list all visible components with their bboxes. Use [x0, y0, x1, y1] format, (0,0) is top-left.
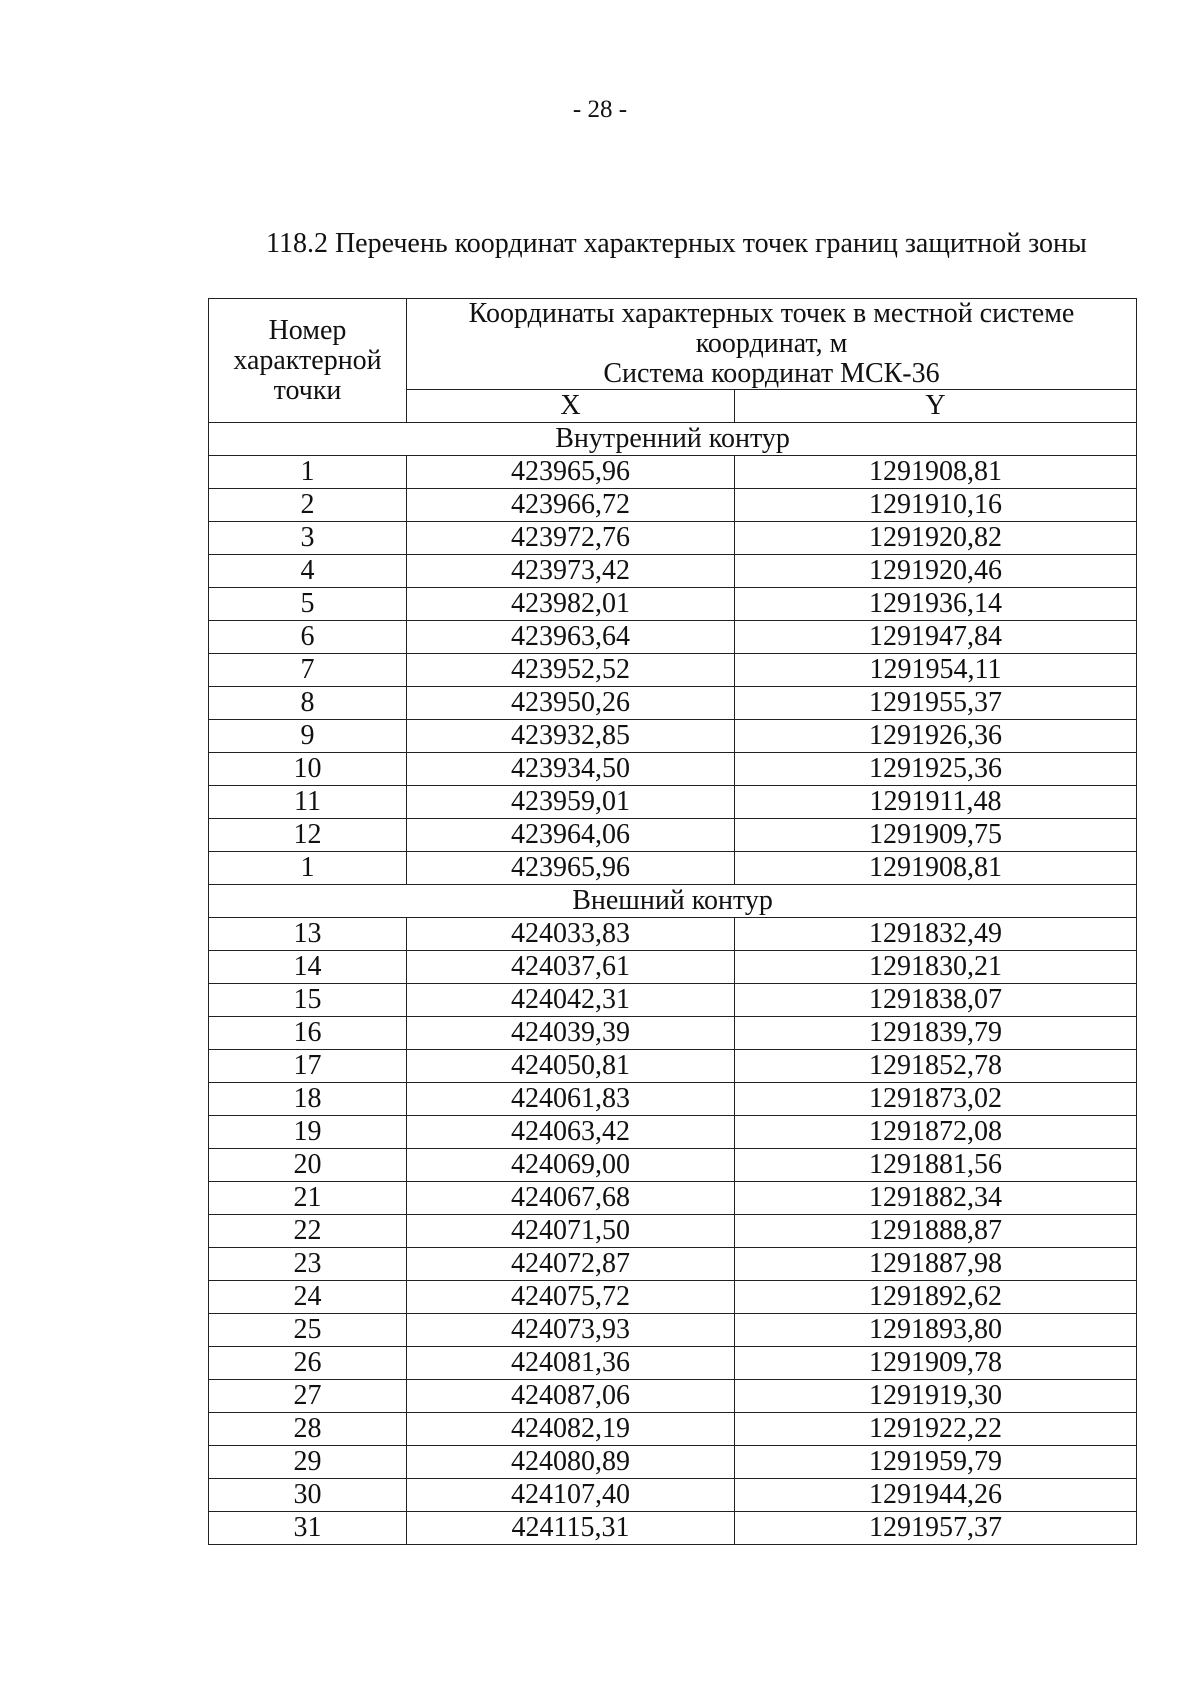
y-coordinate-cell: 1291909,75 [735, 819, 1137, 852]
point-number-cell: 8 [209, 687, 407, 720]
x-coordinate-cell: 423952,52 [407, 654, 735, 687]
x-coordinate-cell: 423973,42 [407, 555, 735, 588]
table-row [209, 1050, 1137, 1083]
x-coordinate-cell: 424033,83 [407, 918, 735, 951]
x-coordinate-cell: 424075,72 [407, 1281, 735, 1314]
point-number-cell: 21 [209, 1182, 407, 1215]
point-number-cell: 28 [209, 1413, 407, 1446]
table-row [209, 1281, 1137, 1314]
table-row [209, 1347, 1137, 1380]
x-coordinate-cell: 424073,93 [407, 1314, 735, 1347]
x-coordinate-cell: 423950,26 [407, 687, 735, 720]
y-coordinate-cell: 1291908,81 [735, 852, 1137, 885]
x-coordinate-cell: 423934,50 [407, 753, 735, 786]
table-row [209, 1182, 1137, 1215]
y-coordinate-cell: 1291920,82 [735, 522, 1137, 555]
y-coordinate-cell: 1291922,22 [735, 1413, 1137, 1446]
point-number-cell: 29 [209, 1446, 407, 1479]
table-row [209, 1380, 1137, 1413]
table-row [209, 522, 1137, 555]
table-row [209, 984, 1137, 1017]
x-coordinate-cell: 423965,96 [407, 852, 735, 885]
section-row [209, 423, 1137, 456]
point-number-cell: 12 [209, 819, 407, 852]
y-coordinate-cell: 1291838,07 [735, 984, 1137, 1017]
coordinates-table [208, 298, 1137, 1545]
x-coordinate-cell: 424081,36 [407, 1347, 735, 1380]
document-title: 118.2 Перечень координат характерных точек границ защитной зоны [266, 228, 1087, 259]
table-row [209, 1149, 1137, 1182]
table-row [209, 786, 1137, 819]
table-row [209, 687, 1137, 720]
point-number-cell: 17 [209, 1050, 407, 1083]
x-coordinate-cell: 424039,39 [407, 1017, 735, 1050]
x-coordinate-cell: 424087,06 [407, 1380, 735, 1413]
section-title: Внутренний контур [209, 423, 1137, 456]
y-coordinate-cell: 1291920,46 [735, 555, 1137, 588]
table-row [209, 852, 1137, 885]
x-coordinate-cell: 423965,96 [407, 456, 735, 489]
y-coordinate-cell: 1291887,98 [735, 1248, 1137, 1281]
y-coordinate-cell: 1291839,79 [735, 1017, 1137, 1050]
y-coordinate-cell: 1291888,87 [735, 1215, 1137, 1248]
table-row [209, 918, 1137, 951]
y-coordinate-cell: 1291872,08 [735, 1116, 1137, 1149]
table-row [209, 1215, 1137, 1248]
table-row [209, 489, 1137, 522]
point-number-cell: 27 [209, 1380, 407, 1413]
y-coordinate-cell: 1291955,37 [735, 687, 1137, 720]
section-title: Внешний контур [209, 885, 1137, 918]
y-coordinate-cell: 1291936,14 [735, 588, 1137, 621]
point-number-cell: 25 [209, 1314, 407, 1347]
y-coordinate-cell: 1291882,34 [735, 1182, 1137, 1215]
table-row [209, 1017, 1137, 1050]
table-row [209, 1413, 1137, 1446]
table-row [209, 1248, 1137, 1281]
header-y: Y [735, 390, 1137, 423]
y-coordinate-cell: 1291832,49 [735, 918, 1137, 951]
table-row [209, 1446, 1137, 1479]
table-row [209, 456, 1137, 489]
x-coordinate-cell: 424061,83 [407, 1083, 735, 1116]
point-number-cell: 9 [209, 720, 407, 753]
x-coordinate-cell: 424107,40 [407, 1479, 735, 1512]
point-number-cell: 1 [209, 456, 407, 489]
table-row [209, 951, 1137, 984]
table-body [209, 423, 1137, 1545]
table-row [209, 819, 1137, 852]
point-number-cell: 22 [209, 1215, 407, 1248]
table-row [209, 1512, 1137, 1545]
x-coordinate-cell: 423959,01 [407, 786, 735, 819]
table-row [209, 555, 1137, 588]
x-coordinate-cell: 423932,85 [407, 720, 735, 753]
y-coordinate-cell: 1291881,56 [735, 1149, 1137, 1182]
y-coordinate-cell: 1291830,21 [735, 951, 1137, 984]
table-row [209, 753, 1137, 786]
page-number: - 28 - [572, 96, 628, 123]
x-coordinate-cell: 424069,00 [407, 1149, 735, 1182]
point-number-cell: 16 [209, 1017, 407, 1050]
point-number-cell: 24 [209, 1281, 407, 1314]
point-number-cell: 30 [209, 1479, 407, 1512]
point-number-cell: 19 [209, 1116, 407, 1149]
x-coordinate-cell: 424063,42 [407, 1116, 735, 1149]
y-coordinate-cell: 1291957,37 [735, 1512, 1137, 1545]
y-coordinate-cell: 1291925,36 [735, 753, 1137, 786]
point-number-cell: 11 [209, 786, 407, 819]
point-number-cell: 1 [209, 852, 407, 885]
point-number-cell: 26 [209, 1347, 407, 1380]
table-row [209, 588, 1137, 621]
header-coordinates: Координаты характерных точек в местной системе координат, м Система координат МСК-36 [407, 299, 1137, 390]
section-row [209, 885, 1137, 918]
x-coordinate-cell: 423966,72 [407, 489, 735, 522]
point-number-cell: 4 [209, 555, 407, 588]
y-coordinate-cell: 1291910,16 [735, 489, 1137, 522]
table-row [209, 1116, 1137, 1149]
y-coordinate-cell: 1291919,30 [735, 1380, 1137, 1413]
table-row [209, 654, 1137, 687]
point-number-cell: 14 [209, 951, 407, 984]
x-coordinate-cell: 424082,19 [407, 1413, 735, 1446]
point-number-cell: 5 [209, 588, 407, 621]
x-coordinate-cell: 424042,31 [407, 984, 735, 1017]
y-coordinate-cell: 1291893,80 [735, 1314, 1137, 1347]
table-row [209, 621, 1137, 654]
x-coordinate-cell: 424050,81 [407, 1050, 735, 1083]
table-header [209, 299, 1137, 423]
x-coordinate-cell: 424067,68 [407, 1182, 735, 1215]
y-coordinate-cell: 1291944,26 [735, 1479, 1137, 1512]
x-coordinate-cell: 424072,87 [407, 1248, 735, 1281]
point-number-cell: 6 [209, 621, 407, 654]
point-number-cell: 10 [209, 753, 407, 786]
header-x: X [407, 390, 735, 423]
point-number-cell: 20 [209, 1149, 407, 1182]
y-coordinate-cell: 1291852,78 [735, 1050, 1137, 1083]
x-coordinate-cell: 424080,89 [407, 1446, 735, 1479]
y-coordinate-cell: 1291892,62 [735, 1281, 1137, 1314]
table-row [209, 1314, 1137, 1347]
y-coordinate-cell: 1291954,11 [735, 654, 1137, 687]
x-coordinate-cell: 423963,64 [407, 621, 735, 654]
point-number-cell: 31 [209, 1512, 407, 1545]
point-number-cell: 15 [209, 984, 407, 1017]
y-coordinate-cell: 1291926,36 [735, 720, 1137, 753]
y-coordinate-cell: 1291908,81 [735, 456, 1137, 489]
x-coordinate-cell: 424071,50 [407, 1215, 735, 1248]
x-coordinate-cell: 423972,76 [407, 522, 735, 555]
x-coordinate-cell: 423982,01 [407, 588, 735, 621]
point-number-cell: 7 [209, 654, 407, 687]
point-number-cell: 2 [209, 489, 407, 522]
point-number-cell: 3 [209, 522, 407, 555]
y-coordinate-cell: 1291959,79 [735, 1446, 1137, 1479]
table-row [209, 720, 1137, 753]
y-coordinate-cell: 1291909,78 [735, 1347, 1137, 1380]
point-number-cell: 18 [209, 1083, 407, 1116]
point-number-cell: 13 [209, 918, 407, 951]
y-coordinate-cell: 1291911,48 [735, 786, 1137, 819]
table-row [209, 1479, 1137, 1512]
y-coordinate-cell: 1291947,84 [735, 621, 1137, 654]
header-point-number: Номер характерной точки [209, 299, 407, 423]
x-coordinate-cell: 423964,06 [407, 819, 735, 852]
y-coordinate-cell: 1291873,02 [735, 1083, 1137, 1116]
point-number-cell: 23 [209, 1248, 407, 1281]
x-coordinate-cell: 424115,31 [407, 1512, 735, 1545]
x-coordinate-cell: 424037,61 [407, 951, 735, 984]
table-row [209, 1083, 1137, 1116]
